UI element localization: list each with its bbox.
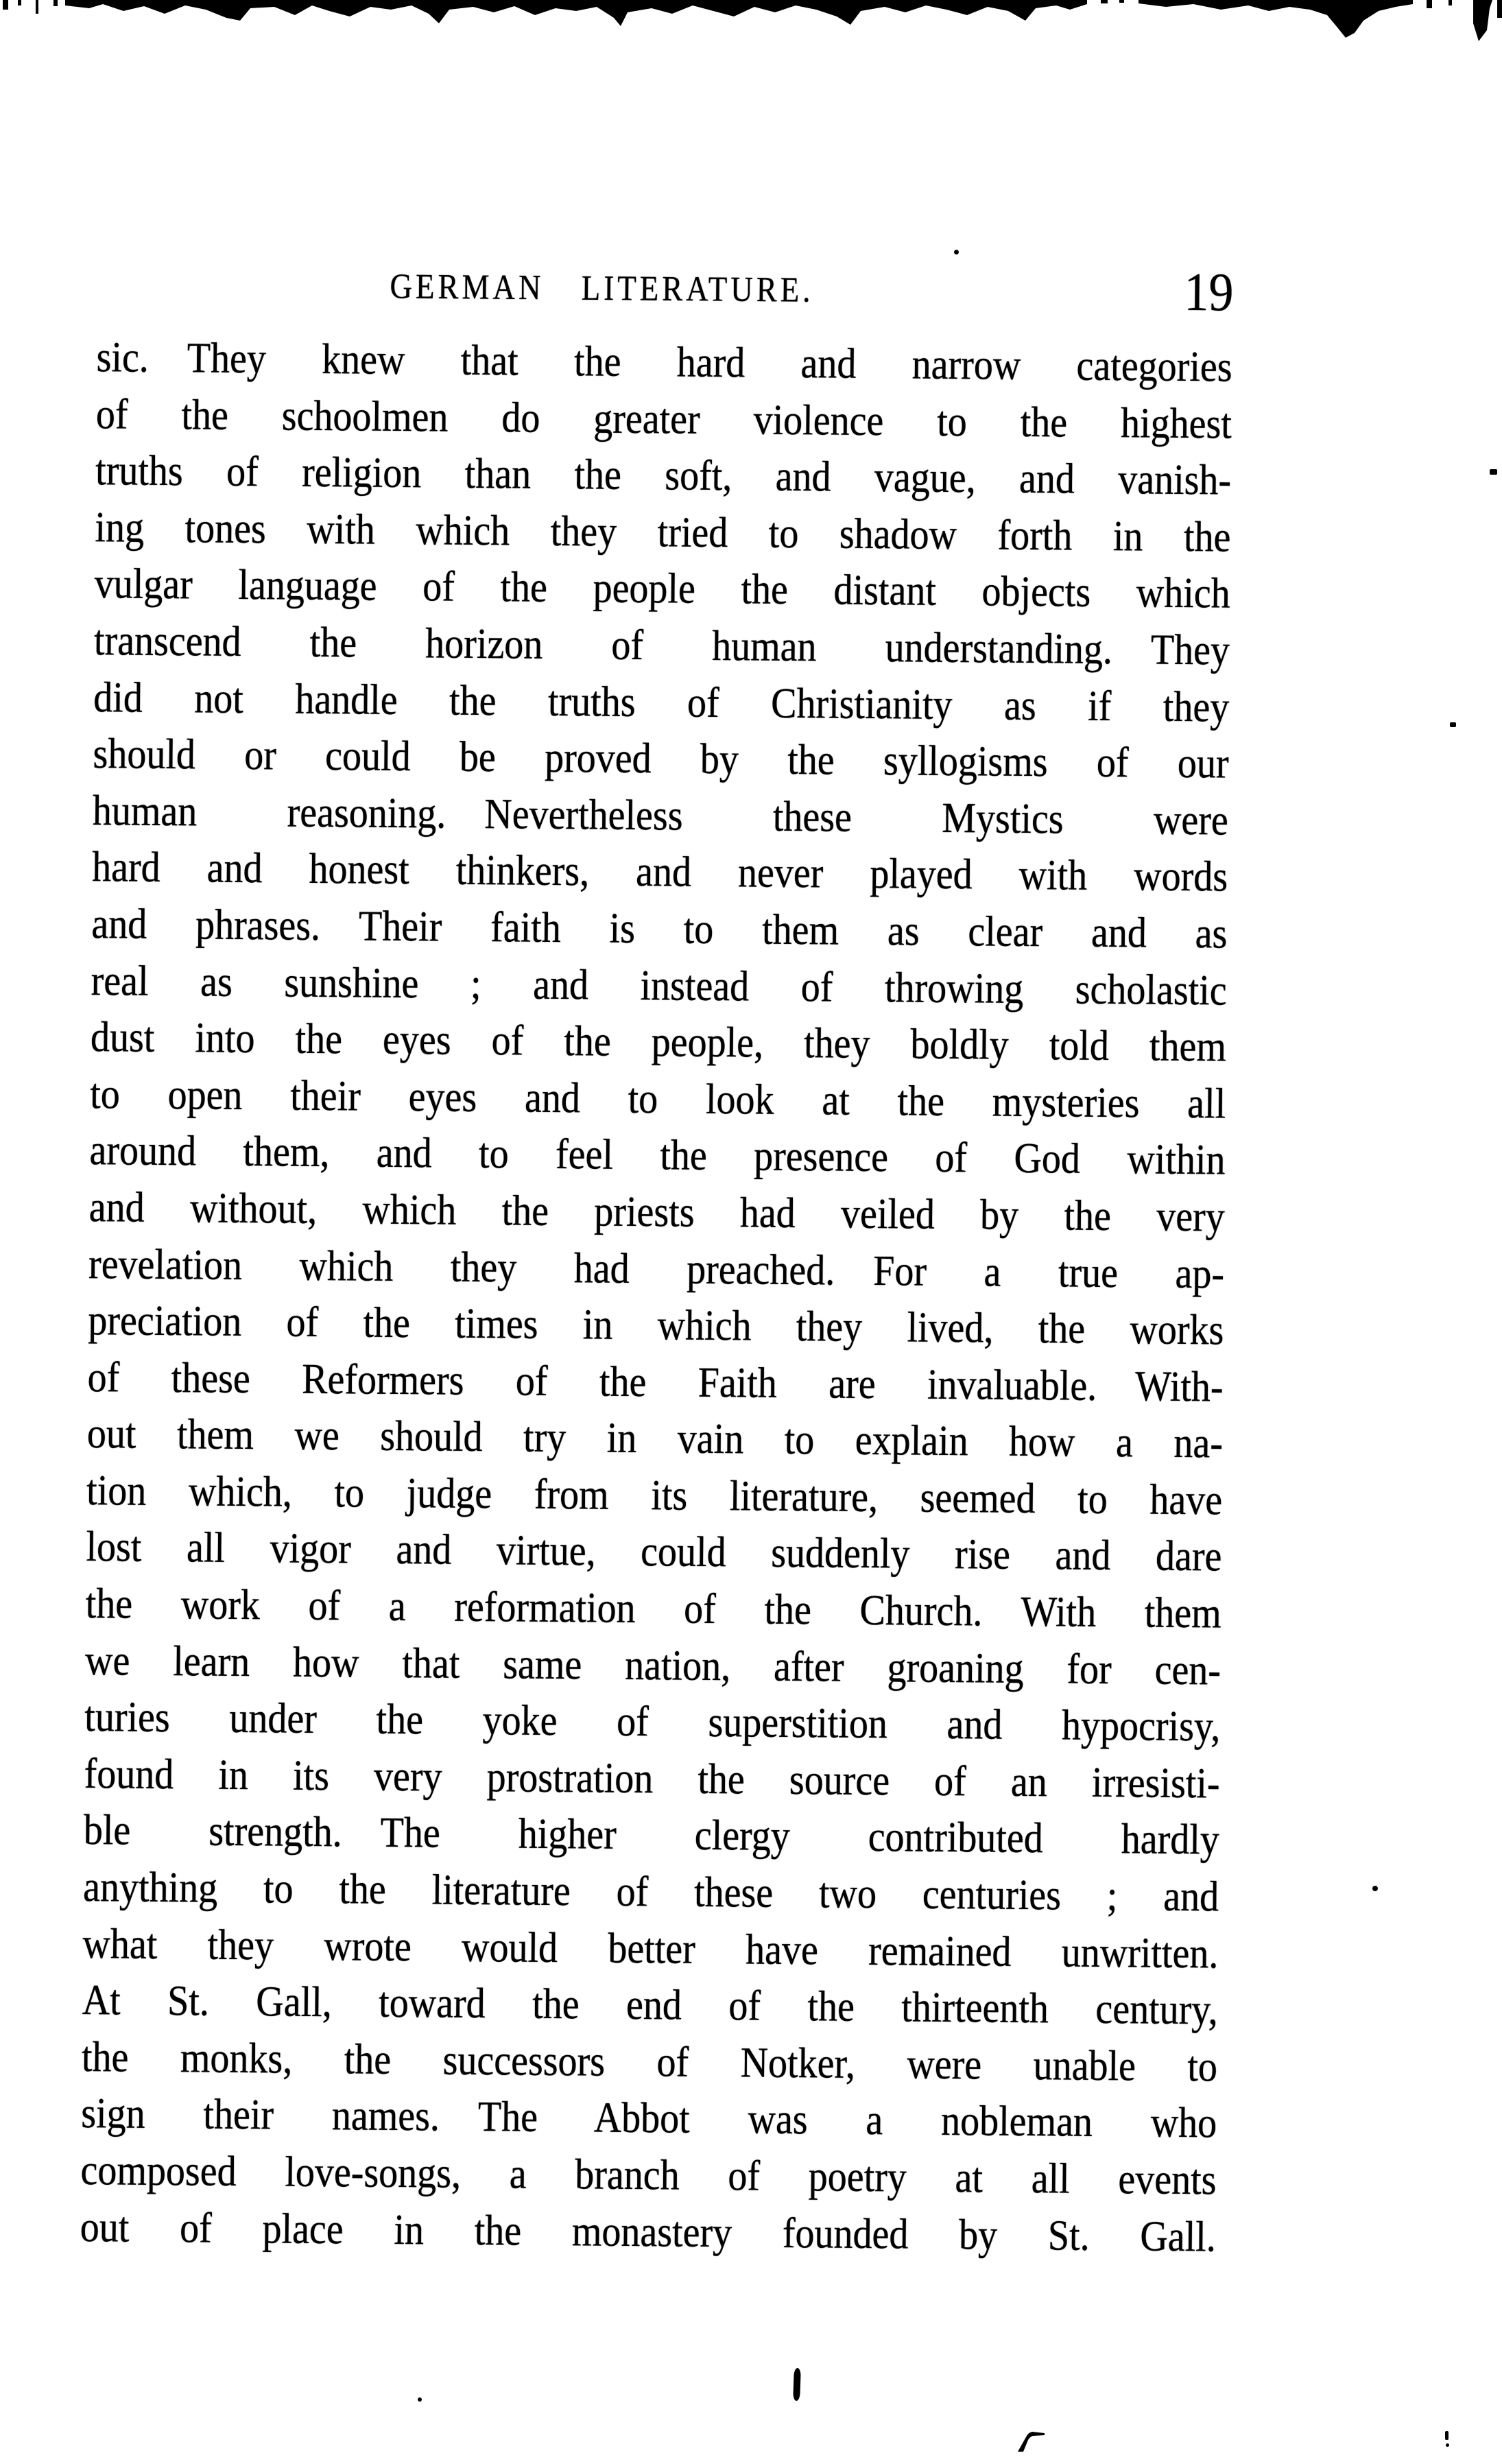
ink-speck — [1490, 469, 1497, 475]
text-line: lost all vigor and virtue, could suddenly rise and dare — [86, 1523, 1222, 1581]
running-head-title: GERMAN LITERATURE. — [390, 266, 814, 310]
text-line: what they wrote would better have remained unwritten. — [82, 1919, 1219, 1978]
text-line: anything to the literature of these two centuries ; and — [82, 1863, 1219, 1921]
text-line: found in its very prostration the source of an irresisti- — [84, 1750, 1220, 1808]
text-line: and phrases. Their faith is to them as clear and as — [91, 900, 1228, 958]
text-line: transcend the horizon of human understanding. They — [93, 617, 1230, 675]
text-line: the work of a reformation of the Church. With them — [85, 1580, 1222, 1638]
text-line: tion which, to judge from its literature, seemed to have — [86, 1467, 1223, 1524]
text-line: we learn how that same nation, after groaning for cen- — [84, 1636, 1221, 1694]
ink-speck — [1450, 722, 1456, 727]
text-line: truths of religion than the soft, and vague, and vanish- — [95, 447, 1232, 505]
text-line: real as sunshine ; and instead of throwing scholastic — [91, 956, 1227, 1015]
text-line: ble strength. The higher clergy contributed hardly — [83, 1806, 1220, 1864]
text-line: dust into the eyes of the people, they boldly told them — [90, 1013, 1227, 1071]
text-line: composed love-songs, a branch of poetry at all events — [80, 2146, 1217, 2205]
ink-speck — [954, 250, 959, 254]
pen-stroke-mark — [1015, 2430, 1047, 2452]
ink-tick-mark — [1445, 2431, 1449, 2440]
ink-speck — [418, 2397, 422, 2402]
text-line: out of place in the monastery founded by St. Gall. — [80, 2203, 1217, 2261]
text-line: and without, which the priests had veiled by the very — [88, 1183, 1226, 1241]
text-line: should or could be proved by the syllogisms of our — [93, 730, 1229, 788]
body-paragraph — [80, 329, 1232, 2266]
text-line: ing tones with which they tried to shadow forth in the — [95, 504, 1231, 561]
text-line: vulgar language of the people the distant objects which — [94, 560, 1230, 618]
text-line: did not handle the truths of Christianity as if they — [93, 673, 1230, 731]
page-number: 19 — [1184, 261, 1234, 323]
ink-speck — [1372, 1886, 1378, 1891]
text-line: sign their names. The Abbot was a nobleman who — [80, 2089, 1217, 2148]
text-line: sic. They knew that the hard and narrow categories — [96, 333, 1232, 392]
text-line: revelation which they had preached. For a true ap- — [88, 1240, 1225, 1298]
text-line: At St. Gall, toward the end of the thirteenth century, — [82, 1976, 1218, 2035]
text-line: the monks, the successors of Notker, were unable to — [81, 2033, 1218, 2091]
text-line: of these Reformers of the Faith are invaluable. With- — [87, 1353, 1224, 1411]
text-line: around them, and to feel the presence of God within — [89, 1126, 1226, 1185]
text-line: of the schoolmen do greater violence to the highest — [95, 390, 1232, 448]
ink-speck — [1446, 2443, 1449, 2447]
text-line: to open their eyes and to look at the mysteries all — [89, 1069, 1226, 1128]
text-line: out them we should try in vain to explain how a na- — [86, 1410, 1224, 1468]
text-line: hard and honest thinkers, and never played with words — [91, 843, 1228, 901]
text-line: human reasoning. Nevertheless these Mystics were — [92, 786, 1229, 844]
text-line: turies under the yoke of superstition and hypocrisy, — [84, 1693, 1221, 1751]
text-line: preciation of the times in which they lived, the works — [88, 1296, 1224, 1355]
